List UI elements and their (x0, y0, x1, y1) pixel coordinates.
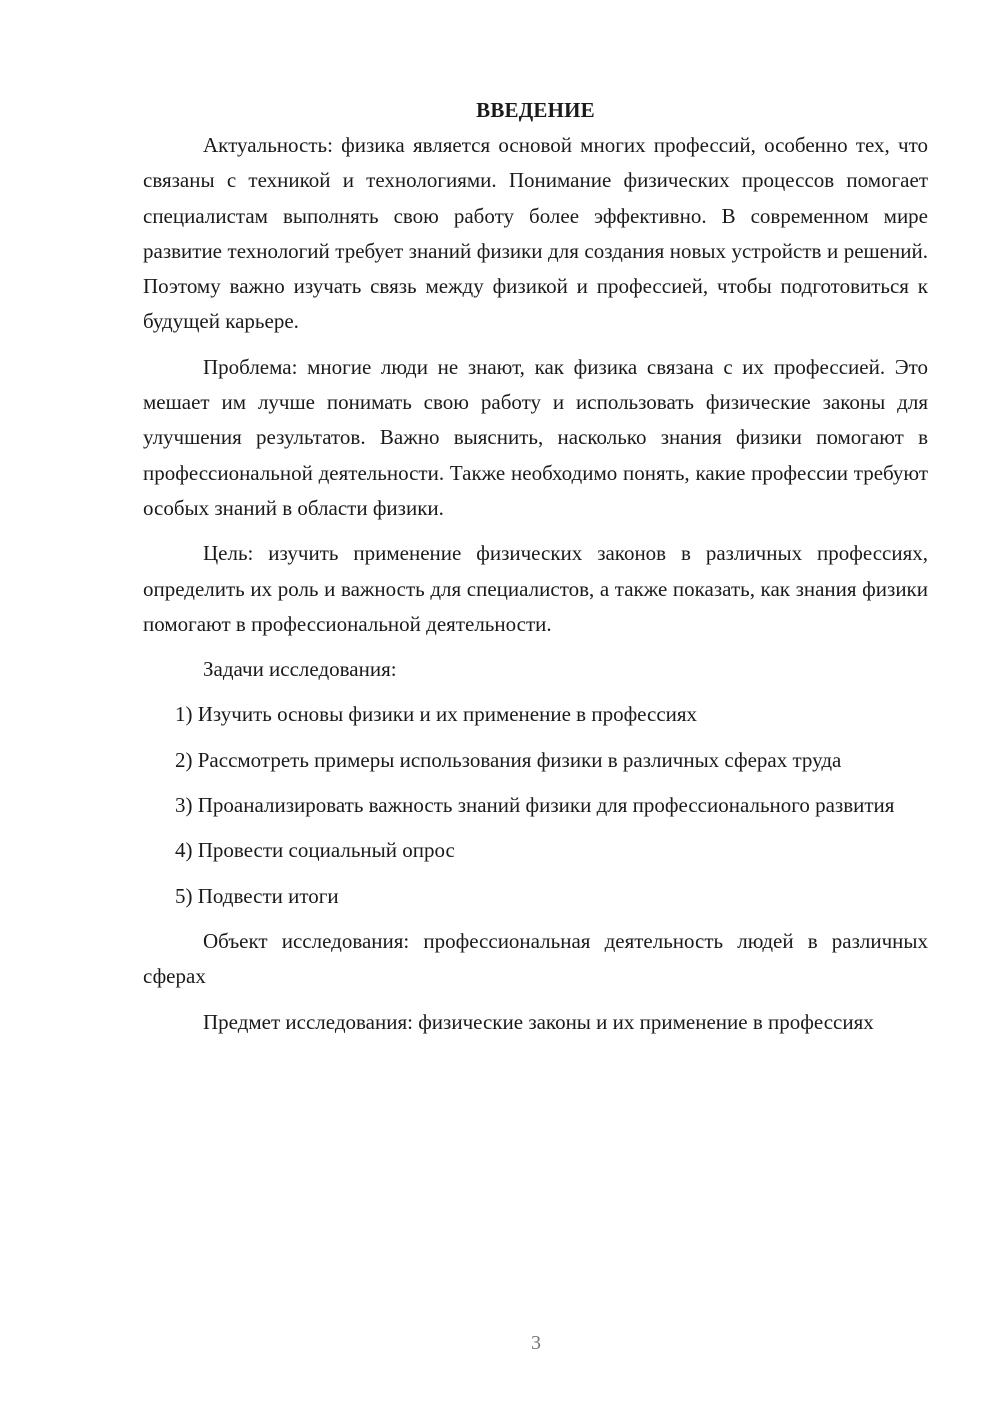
tasks-heading: Задачи исследования: (203, 657, 397, 682)
goal-paragraph: Цель: изучить применение физических законов в различных профессиях, определить их роль и важность для специалистов, а также показать, как знания физики помогают в профессиональной деятельности. (143, 541, 928, 636)
relevance-paragraph: Актуальность: физика является основой многих профессий, особенно тех, что связаны с техникой и технологиями. Понимание физических процессов помогает специалистам выполнять свою работу более эффективно. В современном мире развитие технологий требует знаний физики для создания новых устройств и решений. Поэтому важно изучать связь между физикой и профессией, чтобы подготовиться к будущей карьере. (143, 133, 928, 334)
object-paragraph: Объект исследования: профессиональная деятельность людей в различных сферах (143, 928, 928, 989)
task-item: 2) Рассмотреть примеры использования физики в различных сферах труда (175, 747, 842, 772)
page-number: 3 (531, 1332, 541, 1354)
task-item: 1) Изучить основы физики и их применение в профессиях (175, 702, 698, 727)
problem-paragraph: Проблема: многие люди не знают, как физика связана с их профессией. Это мешает им лучше понимать свою работу и использовать физические законы для улучшения результатов. Важно выяснить, насколько знания физики помогают в профессиональной деятельности. Также необходимо понять, какие профессии требуют особых знаний в области физики. (143, 354, 928, 520)
task-item: 3) Проанализировать важность знаний физики для профессионального развития (175, 793, 895, 818)
document-title: ВВЕДЕНИЕ (476, 98, 595, 122)
subject-paragraph: Предмет исследования: физические законы и их применение в профессиях (203, 1009, 874, 1034)
task-item: 4) Провести социальный опрос (175, 838, 455, 863)
task-item: 5) Подвести итоги (175, 883, 339, 908)
document-page (143, 93, 928, 1050)
